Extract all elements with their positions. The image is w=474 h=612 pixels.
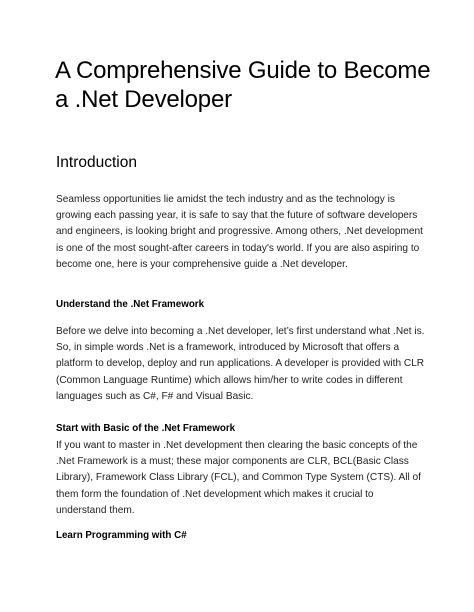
intro-paragraph: Seamless opportunities lie amidst the tech industry and as the technology is growing each passing year, it is safe to say that the future of software developers and engineers, is looking bright and progressive. Among others, .Net development is one of the most sought-after careers in today's world. If you are also aspiring to become one, here is your comprehensive guide a .Net developer. (56, 194, 423, 270)
subheading-basics-framework: Start with Basic of the .Net Framework (56, 423, 236, 434)
subheading-understand-framework: Understand the .Net Framework (56, 299, 205, 310)
section-heading-introduction: Introduction (56, 154, 137, 171)
document-title: A Comprehensive Guide to Become a .Net Developer (55, 57, 431, 113)
paragraph-basics-framework: If you want to master in .Net development then clearing the basic concepts of the .Net Framework is a must; these major components are CLR, BCL(Basic Class Library), Framework Class Library (FCL), and Common Type System (CTS). All of them form the foundation of .Net development which makes it crucial to understand them. (56, 440, 421, 516)
paragraph-understand-framework: Before we delve into becoming a .Net developer, let’s first understand what .Net is. So, in simple words .Net is a framework, introduced by Microsoft that offers a platform to develop, deploy and run applications. A developer is provided with CLR (Common Language Runtime) which allows him/her to write codes in different languages such as C#, F# and Visual Basic. (56, 326, 425, 402)
subheading-learn-csharp: Learn Programming with C# (56, 530, 187, 541)
